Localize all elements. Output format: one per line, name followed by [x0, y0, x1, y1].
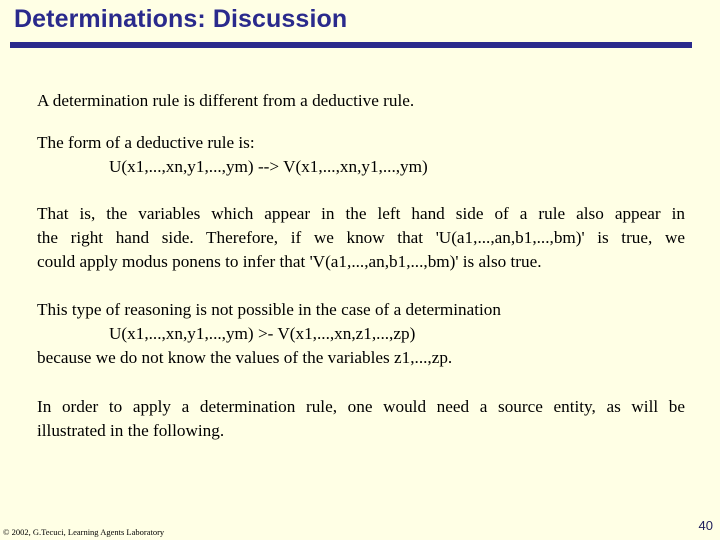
footer-copyright: © 2002, G.Tecuci, Learning Agents Laboratory — [3, 527, 165, 537]
paragraph-2-line-1: The form of a deductive rule is: — [37, 133, 255, 152]
paragraph-1-line-1: A determination rule is different from a deductive rule. — [37, 91, 415, 110]
paragraph-3-line-3: could apply modus ponens to infer that 'V(a1,...,an,b1,...,bm)' is also true. — [37, 252, 542, 271]
paragraph-2 — [37, 131, 685, 179]
paragraph-3 — [37, 202, 685, 274]
paragraph-3-line-2: the right hand side. Therefore, if we know that 'U(a1,...,an,b1,...,bm)' is true, we — [37, 228, 685, 247]
paragraph-4-line-3: because we do not know the values of the variables z1,...,zp. — [37, 348, 453, 367]
paragraph-4 — [37, 298, 685, 370]
paragraph-5-line-2: illustrated in the following. — [37, 421, 225, 440]
deductive-rule-formula: U(x1,...,xn,y1,...,ym) --> V(x1,...,xn,y1,...,ym) — [109, 157, 428, 176]
paragraph-1 — [37, 89, 685, 113]
paragraph-5-line-1: In order to apply a determination rule, one would need a source entity, as will be — [37, 397, 685, 416]
paragraph-3-line-1: That is, the variables which appear in the left hand side of a rule also appear in — [37, 204, 685, 223]
slide-title: Determinations: Discussion — [14, 5, 348, 33]
determination-rule-formula: U(x1,...,xn,y1,...,ym) >- V(x1,...,xn,z1,...,zp) — [109, 324, 416, 343]
paragraph-5 — [37, 395, 685, 443]
paragraph-4-line-1: This type of reasoning is not possible in the case of a determination — [37, 300, 501, 319]
title-underline — [10, 42, 692, 48]
page-number: 40 — [698, 518, 713, 533]
